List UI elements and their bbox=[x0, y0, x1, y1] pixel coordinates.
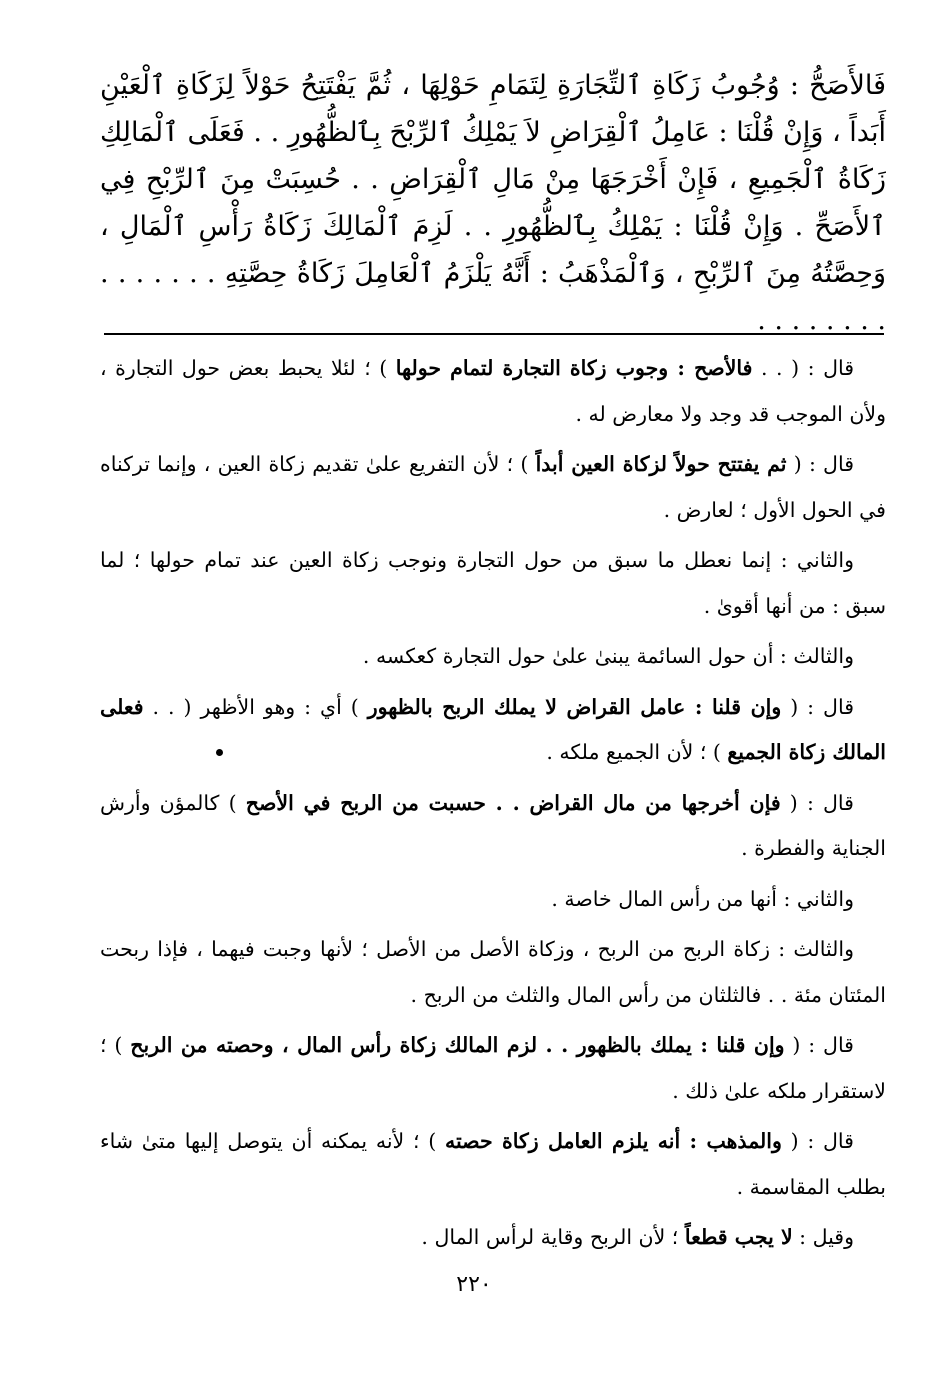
commentary-paragraph-7: والثاني : أنها من رأس المال خاصة . bbox=[551, 886, 854, 911]
page-number: ٢٢٠ bbox=[456, 1272, 492, 1297]
matn-text-block bbox=[100, 62, 886, 344]
commentary-paragraph-5: قال : ( وإن قلنا : عامل القراض لا يملك الربح بالظهور ) أي : وهو الأظهر ( . . فعلى المالك زكاة الجميع ) ؛ لأن الجميع ملكه . bbox=[100, 694, 886, 764]
commentary-paragraph-10: قال : ( والمذهب : أنه يلزم العامل زكاة حصته ) ؛ لأنه يمكنه أن يتوصل إليها متىٰ شاء بطلب المقاسمة . bbox=[100, 1129, 886, 1199]
commentary-paragraph-3: والثاني : إنما نعطل ما سبق من حول التجارة ونوجب زكاة العين عند تمام حولها ؛ لما سبق : من أنها أقوىٰ . bbox=[100, 548, 886, 618]
stray-dot-mark bbox=[216, 749, 223, 756]
commentary-paragraph-9: قال : ( وإن قلنا : يملك بالظهور . . لزم المالك زكاة رأس المال ، وحصته من الربح ) ؛ لاستقرار ملكه علىٰ ذلك . bbox=[100, 1033, 886, 1103]
commentary-paragraph-4: والثالث : أن حول السائمة يبنىٰ علىٰ حول التجارة كعكسه . bbox=[362, 644, 854, 668]
commentary-paragraph-2: قال : ( ثم يفتتح حولاً لزكاة العين أبداً ) ؛ لأن التفريع علىٰ تقديم زكاة العين ، وإنما تركناه في الحول الأول ؛ لعارض . bbox=[100, 452, 886, 522]
commentary-paragraph-1: قال : ( . . فالأصح : وجوب زكاة التجارة لتمام حولها ) ؛ لئلا يحبط بعض حول التجارة ، ولأن الموجب قد وجد ولا معارض له . bbox=[100, 356, 886, 426]
commentary-paragraph-6: قال : ( فإن أخرجها من مال القراض . . حسبت من الربح في الأصح ) كالمؤن وأرش الجناية والفطرة . bbox=[100, 790, 886, 860]
matn-paragraph: فَالأَصَحُّ : وُجُوبُ زَكَاةِ ٱلتِّجَارَةِ لِتَمَامِ حَوْلِهَا ، ثُمَّ يَفْتَتِحُ حَوْلاً لِزَكَاةِ ٱلْعَيْنِ أَبَداً ، وَإِنْ قُلْنَا : عَامِلُ ٱلْقِرَاضِ لاَ يَمْلِكُ ٱلرِّبْحَ بِٱلظُّهُورِ . . فَعَلَى ٱلْمَالِكِ زَكَاةُ ٱلْجَمِيعِ ، فَإِنْ أَخْرَجَهَا مِنْ مَالِ ٱلْقِرَاضِ . . حُسِبَتْ مِنَ ٱلرِّبْحِ فِي ٱلأَصَحِّ . وَإِنْ قُلْنَا : يَمْلِكُ بِٱلظُّهُورِ . . لَزِمَ ٱلْمَالِكَ زَكَاةُ رَأْسِ ٱلْمَالِ ، وَحِصَّتُهُ مِنَ ٱلرِّبْحِ ، وَٱلْمَذْهَبُ : أَنَّهُ يَلْزَمُ ٱلْعَامِلَ زَكَاةُ حِصَّتِهِ . . . . . . . . . . . . . . . bbox=[100, 70, 886, 336]
commentary-block bbox=[100, 346, 886, 1266]
commentary-paragraph-8: والثالث : زكاة الربح من الربح ، وزكاة الأصل من الأصل ؛ لأنها وجبت فيهما ، فإذا ربحت المئتان مئة . . فالثلثان من رأس المال والثلث من الربح . bbox=[100, 937, 886, 1007]
commentary-paragraph-11: وقيل : لا يجب قطعاً ؛ لأن الربح وقاية لرأس المال . bbox=[421, 1225, 854, 1249]
footnote-separator bbox=[104, 333, 884, 335]
